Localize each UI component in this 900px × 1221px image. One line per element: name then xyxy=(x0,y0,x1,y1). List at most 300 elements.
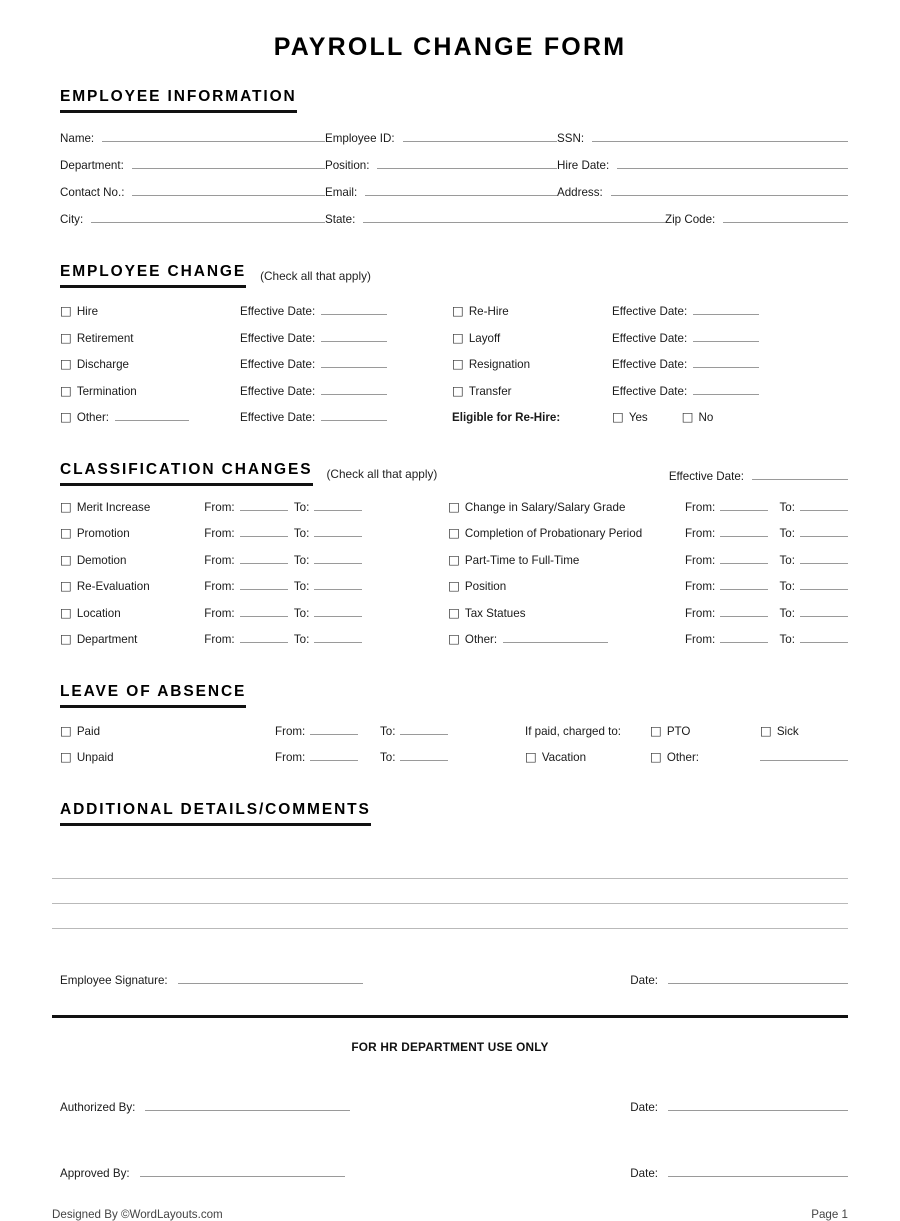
section-heading-classification-changes: CLASSIFICATION CHANGES xyxy=(60,461,313,486)
approved-by-row xyxy=(0,1164,900,1180)
checkbox-icon[interactable]: □ xyxy=(60,578,72,593)
label-layoff: Layoff xyxy=(468,331,501,345)
label-effective-date: Effective Date: xyxy=(240,384,316,398)
label-to: To: xyxy=(380,751,396,764)
field-resignation-effective-date[interactable] xyxy=(612,355,848,371)
field-hire-date[interactable] xyxy=(557,156,848,172)
field-paid-from[interactable] xyxy=(275,722,380,738)
label-classification-effective-date: Effective Date: xyxy=(668,469,744,483)
label-other-classification: Other: xyxy=(464,633,498,646)
page-footer xyxy=(0,1208,900,1221)
label-to: To: xyxy=(779,580,795,593)
input-re-evaluation-from[interactable] xyxy=(240,577,288,590)
checkbox-icon[interactable]: □ xyxy=(60,551,72,567)
label-effective-date: Effective Date: xyxy=(612,305,688,318)
employee-change-fields xyxy=(0,302,900,435)
label-demotion: Demotion xyxy=(76,553,127,567)
label-promotion: Promotion xyxy=(76,527,130,540)
input-approved-by[interactable] xyxy=(140,1164,345,1177)
input-unpaid-from[interactable] xyxy=(310,748,358,761)
input-paid-from[interactable] xyxy=(310,722,358,735)
field-address[interactable] xyxy=(557,183,848,199)
footer-page-number: Page 1 xyxy=(811,1207,848,1221)
field-completion-probationary-from[interactable] xyxy=(685,524,780,540)
field-approved-by[interactable] xyxy=(60,1164,345,1180)
label-approved-by: Approved By: xyxy=(60,1166,130,1180)
label-sick: Sick xyxy=(776,724,799,738)
employee-change-row-5 xyxy=(60,408,848,435)
input-completion-probationary-to[interactable] xyxy=(800,524,848,537)
label-pto: PTO xyxy=(666,724,691,738)
input-classification-effective-date[interactable] xyxy=(752,467,848,480)
label-other-change: Other: xyxy=(76,411,110,424)
label-from: From: xyxy=(204,633,235,646)
input-authorized-by[interactable] xyxy=(145,1098,350,1111)
input-termination-effective-date[interactable] xyxy=(321,382,387,395)
authorized-by-row xyxy=(0,1098,900,1114)
field-retirement-effective-date[interactable] xyxy=(240,329,452,345)
label-if-paid-charged-to-wrap xyxy=(525,725,650,738)
checkbox-icon[interactable]: □ xyxy=(60,722,72,738)
label-from: From: xyxy=(684,553,716,567)
checkbox-discharge[interactable] xyxy=(60,358,240,371)
input-retirement-effective-date[interactable] xyxy=(321,329,387,342)
checkbox-paid[interactable] xyxy=(60,722,275,738)
checkbox-eligible-no[interactable] xyxy=(682,411,714,424)
input-department-to[interactable] xyxy=(314,630,362,643)
footer-designed-by: Designed By ©WordLayouts.com xyxy=(52,1207,223,1221)
input-demotion-to[interactable] xyxy=(314,551,362,564)
field-department-from[interactable] xyxy=(204,630,294,646)
label-merit-increase: Merit Increase xyxy=(76,500,151,514)
label-position: Position: xyxy=(325,159,370,172)
checkbox-icon[interactable]: □ xyxy=(448,604,460,620)
checkbox-demotion[interactable] xyxy=(60,551,204,567)
comment-line[interactable] xyxy=(52,904,848,929)
input-department-from[interactable] xyxy=(240,630,288,643)
field-merit-increase-from[interactable] xyxy=(204,498,294,514)
checkbox-icon[interactable]: □ xyxy=(60,604,72,620)
input-discharge-effective-date[interactable] xyxy=(321,355,387,368)
input-other-classification[interactable] xyxy=(503,630,608,643)
field-authorized-date[interactable] xyxy=(630,1098,848,1114)
checkbox-icon[interactable]: □ xyxy=(681,409,694,424)
label-discharge: Discharge xyxy=(76,358,130,371)
input-department[interactable] xyxy=(132,156,325,169)
field-position-to[interactable] xyxy=(780,577,848,593)
field-merit-increase-to[interactable] xyxy=(294,498,448,514)
label-effective-date: Effective Date: xyxy=(240,411,316,424)
employee-info-row-2 xyxy=(60,156,848,183)
field-other-effective-date[interactable] xyxy=(240,408,452,424)
employee-information-fields xyxy=(0,129,900,237)
checkbox-eligible-yes[interactable] xyxy=(612,411,648,424)
input-other-classification-to[interactable] xyxy=(800,630,848,643)
field-other-classification-from[interactable] xyxy=(685,630,780,646)
label-paid: Paid xyxy=(76,724,101,738)
employee-signature-row xyxy=(0,971,900,987)
input-city[interactable] xyxy=(91,210,325,223)
label-eligible-yes: Yes xyxy=(628,411,648,424)
label-department: Department: xyxy=(60,159,124,172)
field-paid-to[interactable] xyxy=(380,722,525,738)
label-to: To: xyxy=(779,553,795,567)
label-to: To: xyxy=(293,527,310,540)
checkbox-icon[interactable]: □ xyxy=(452,382,464,398)
field-other-leave-input[interactable] xyxy=(760,748,848,761)
input-position-from[interactable] xyxy=(720,577,768,590)
input-re-hire-effective-date[interactable] xyxy=(693,302,759,315)
checkbox-icon[interactable]: □ xyxy=(448,631,460,646)
classification-changes-note: (Check all that apply) xyxy=(326,466,438,481)
checkbox-icon[interactable]: □ xyxy=(448,525,460,540)
label-hire: Hire xyxy=(76,305,99,318)
field-department-to[interactable] xyxy=(294,630,448,646)
label-to: To: xyxy=(293,580,310,593)
input-zip-code[interactable] xyxy=(723,210,848,223)
label-effective-date: Effective Date: xyxy=(612,358,688,371)
checkbox-other-classification[interactable] xyxy=(448,630,685,646)
input-email[interactable] xyxy=(365,183,557,196)
label-from: From: xyxy=(684,633,716,646)
label-state: State: xyxy=(325,213,356,226)
input-part-time-from[interactable] xyxy=(720,551,768,564)
field-classification-effective-date[interactable] xyxy=(669,467,848,486)
field-other-classification-to[interactable] xyxy=(780,630,848,646)
comment-line[interactable] xyxy=(52,854,848,879)
input-paid-to[interactable] xyxy=(400,722,448,735)
input-state[interactable] xyxy=(363,210,665,223)
label-from: From: xyxy=(275,751,306,764)
field-ssn[interactable] xyxy=(557,129,848,145)
checkbox-re-hire[interactable] xyxy=(452,305,612,318)
checkbox-icon[interactable]: □ xyxy=(448,551,460,567)
label-to: To: xyxy=(293,606,310,620)
label-from: From: xyxy=(204,500,235,514)
input-change-in-salary-from[interactable] xyxy=(720,498,768,511)
checkbox-part-time-to-full-time[interactable] xyxy=(448,551,685,567)
checkbox-resignation[interactable] xyxy=(452,358,612,371)
label-completion-probationary: Completion of Probationary Period xyxy=(464,527,643,540)
checkbox-icon[interactable]: □ xyxy=(525,749,537,764)
label-if-paid-charged-to: If paid, charged to: xyxy=(525,724,622,738)
label-effective-date: Effective Date: xyxy=(240,305,316,318)
field-unpaid-from[interactable] xyxy=(275,748,380,764)
field-city[interactable] xyxy=(60,210,325,226)
checkbox-icon[interactable]: □ xyxy=(452,329,464,345)
field-position-from[interactable] xyxy=(685,577,780,593)
checkbox-other-change[interactable] xyxy=(60,408,240,424)
input-employee-signature-date[interactable] xyxy=(668,971,848,984)
label-authorized-by: Authorized By: xyxy=(60,1100,136,1114)
checkbox-hire[interactable] xyxy=(60,305,240,318)
input-tax-statues-to[interactable] xyxy=(800,604,848,617)
field-contact-no[interactable] xyxy=(60,183,325,199)
checkbox-icon[interactable]: □ xyxy=(650,722,662,738)
input-demotion-from[interactable] xyxy=(240,551,288,564)
label-eligible-no: No xyxy=(698,411,714,424)
classification-row-4 xyxy=(60,577,848,604)
eligible-for-re-hire-group xyxy=(452,411,612,424)
label-from: From: xyxy=(684,500,716,514)
additional-details-lines xyxy=(0,854,900,929)
label-address: Address: xyxy=(557,186,603,199)
employee-change-row-3 xyxy=(60,355,848,382)
field-department[interactable] xyxy=(60,156,325,172)
label-name: Name: xyxy=(60,132,95,145)
label-date: Date: xyxy=(630,1100,658,1114)
input-layoff-effective-date[interactable] xyxy=(693,329,759,342)
checkbox-tax-statues[interactable] xyxy=(448,604,685,620)
checkbox-completion-probationary[interactable] xyxy=(448,527,685,540)
checkbox-icon[interactable]: □ xyxy=(60,409,72,424)
input-hire-effective-date[interactable] xyxy=(321,302,387,315)
checkbox-unpaid[interactable] xyxy=(60,751,275,764)
classification-row-6 xyxy=(60,630,848,657)
checkbox-termination[interactable] xyxy=(60,382,240,398)
checkbox-icon[interactable]: □ xyxy=(650,749,662,764)
input-transfer-effective-date[interactable] xyxy=(693,382,759,395)
label-to: To: xyxy=(779,500,795,514)
employee-change-note: (Check all that apply) xyxy=(260,269,371,283)
field-transfer-effective-date[interactable] xyxy=(612,382,848,398)
checkbox-icon[interactable]: □ xyxy=(60,525,72,540)
field-part-time-from[interactable] xyxy=(685,551,780,567)
checkbox-icon[interactable]: □ xyxy=(60,498,72,514)
checkbox-icon[interactable]: □ xyxy=(452,356,464,371)
input-approved-date[interactable] xyxy=(668,1164,848,1177)
input-resignation-effective-date[interactable] xyxy=(693,355,759,368)
label-position-classification: Position xyxy=(464,580,507,593)
label-employee-signature: Employee Signature: xyxy=(60,973,168,987)
input-unpaid-to[interactable] xyxy=(400,748,448,761)
field-re-hire-effective-date[interactable] xyxy=(612,302,848,318)
input-position[interactable] xyxy=(377,156,557,169)
checkbox-icon[interactable]: □ xyxy=(60,382,72,398)
employee-change-row-1 xyxy=(60,302,848,329)
field-discharge-effective-date[interactable] xyxy=(240,355,452,371)
checkbox-merit-increase[interactable] xyxy=(60,498,204,514)
checkbox-location[interactable] xyxy=(60,604,204,620)
field-promotion-from[interactable] xyxy=(204,524,294,540)
label-to: To: xyxy=(779,633,795,646)
input-merit-increase-from[interactable] xyxy=(240,498,288,511)
field-re-evaluation-to[interactable] xyxy=(294,577,448,593)
label-other-leave: Other: xyxy=(666,751,700,764)
label-from: From: xyxy=(204,527,235,540)
checkbox-department-classification[interactable] xyxy=(60,633,204,646)
input-merit-increase-to[interactable] xyxy=(314,498,362,511)
label-re-evaluation: Re-Evaluation xyxy=(76,580,150,593)
input-part-time-to[interactable] xyxy=(800,551,848,564)
label-vacation: Vacation xyxy=(541,751,587,764)
eligible-options xyxy=(612,411,848,424)
classification-row-3 xyxy=(60,551,848,578)
input-other-leave[interactable] xyxy=(760,748,848,761)
field-email[interactable] xyxy=(325,183,557,199)
label-hire-date: Hire Date: xyxy=(557,159,610,172)
input-employee-id[interactable] xyxy=(403,129,557,142)
label-effective-date: Effective Date: xyxy=(240,331,316,345)
field-location-to[interactable] xyxy=(294,604,448,620)
input-name[interactable] xyxy=(102,129,325,142)
input-promotion-to[interactable] xyxy=(314,524,362,537)
input-position-to[interactable] xyxy=(800,577,848,590)
label-from: From: xyxy=(684,606,716,620)
field-employee-signature[interactable] xyxy=(60,971,363,987)
field-employee-id[interactable] xyxy=(325,129,557,145)
label-zip-code: Zip Code: xyxy=(665,213,716,226)
checkbox-icon[interactable]: □ xyxy=(60,749,72,764)
section-heading-employee-information: EMPLOYEE INFORMATION xyxy=(60,88,297,113)
label-resignation: Resignation xyxy=(468,358,531,371)
field-termination-effective-date[interactable] xyxy=(240,382,452,398)
field-completion-probationary-to[interactable] xyxy=(780,524,848,540)
input-other-change[interactable] xyxy=(115,408,189,421)
label-to: To: xyxy=(293,500,310,514)
label-eligible-for-re-hire: Eligible for Re-Hire: xyxy=(452,411,561,424)
label-termination: Termination xyxy=(76,384,137,398)
leave-row-unpaid xyxy=(60,748,848,775)
input-change-in-salary-to[interactable] xyxy=(800,498,848,511)
field-authorized-by[interactable] xyxy=(60,1098,350,1114)
leave-row-paid xyxy=(60,722,848,749)
input-hire-date[interactable] xyxy=(617,156,848,169)
label-contact-no: Contact No.: xyxy=(60,186,125,199)
field-layoff-effective-date[interactable] xyxy=(612,329,848,345)
classification-row-2 xyxy=(60,524,848,551)
input-other-classification-from[interactable] xyxy=(720,630,768,643)
employee-info-row-3 xyxy=(60,183,848,210)
input-completion-probationary-from[interactable] xyxy=(720,524,768,537)
field-hire-effective-date[interactable] xyxy=(240,302,452,318)
section-employee-information-header xyxy=(0,88,900,113)
checkbox-icon[interactable]: □ xyxy=(60,631,72,646)
label-transfer: Transfer xyxy=(468,384,512,398)
label-re-hire: Re-Hire xyxy=(468,305,509,318)
field-promotion-to[interactable] xyxy=(294,524,448,540)
label-to: To: xyxy=(380,724,396,738)
checkbox-promotion[interactable] xyxy=(60,527,204,540)
employee-change-row-4 xyxy=(60,382,848,409)
checkbox-icon[interactable]: □ xyxy=(760,722,772,738)
label-effective-date: Effective Date: xyxy=(612,384,688,398)
field-location-from[interactable] xyxy=(204,604,294,620)
label-from: From: xyxy=(204,580,235,593)
employee-change-row-2 xyxy=(60,329,848,356)
field-employee-signature-date[interactable] xyxy=(630,971,848,987)
label-to: To: xyxy=(293,633,310,646)
checkbox-sick[interactable] xyxy=(760,722,848,738)
checkbox-change-in-salary[interactable] xyxy=(448,498,685,514)
section-heading-leave-of-absence: LEAVE OF ABSENCE xyxy=(60,683,246,708)
label-from: From: xyxy=(204,553,235,567)
label-employee-id: Employee ID: xyxy=(325,132,395,145)
checkbox-retirement[interactable] xyxy=(60,329,240,345)
leave-of-absence-fields xyxy=(0,722,900,775)
classification-row-1 xyxy=(60,498,848,525)
employee-info-row-1 xyxy=(60,129,848,156)
input-other-effective-date[interactable] xyxy=(321,408,387,421)
input-promotion-from[interactable] xyxy=(240,524,288,537)
label-tax-statues: Tax Statues xyxy=(464,606,526,620)
checkbox-transfer[interactable] xyxy=(452,382,612,398)
section-leave-of-absence-header xyxy=(0,683,900,708)
field-change-in-salary-to[interactable] xyxy=(780,498,848,514)
input-ssn[interactable] xyxy=(592,129,848,142)
checkbox-re-evaluation[interactable] xyxy=(60,580,204,593)
field-zip-code[interactable] xyxy=(665,210,848,226)
field-demotion-from[interactable] xyxy=(204,551,294,567)
label-from: From: xyxy=(204,606,235,620)
checkbox-icon[interactable]: □ xyxy=(60,329,72,345)
input-contact-no[interactable] xyxy=(132,183,325,196)
checkbox-icon[interactable]: □ xyxy=(448,498,460,514)
field-change-in-salary-from[interactable] xyxy=(685,498,780,514)
hr-use-only-title: FOR HR DEPARTMENT USE ONLY xyxy=(351,1039,549,1054)
checkbox-layoff[interactable] xyxy=(452,329,612,345)
label-city: City: xyxy=(60,213,84,226)
page-title: PAYROLL CHANGE FORM xyxy=(273,33,627,61)
input-employee-signature[interactable] xyxy=(178,971,363,984)
field-name[interactable] xyxy=(60,129,325,145)
input-location-to[interactable] xyxy=(314,604,362,617)
section-divider xyxy=(52,1015,848,1018)
checkbox-icon[interactable]: □ xyxy=(612,409,624,424)
label-email: Email: xyxy=(325,186,358,199)
field-tax-statues-from[interactable] xyxy=(685,604,780,620)
field-demotion-to[interactable] xyxy=(294,551,448,567)
input-tax-statues-from[interactable] xyxy=(720,604,768,617)
section-heading-employee-change: EMPLOYEE CHANGE xyxy=(60,263,246,288)
label-effective-date: Effective Date: xyxy=(240,358,316,371)
input-address[interactable] xyxy=(611,183,848,196)
classification-row-5 xyxy=(60,604,848,631)
label-date: Date: xyxy=(630,1166,658,1180)
label-from: From: xyxy=(684,527,716,540)
field-part-time-to[interactable] xyxy=(780,551,848,567)
label-part-time-to-full-time: Part-Time to Full-Time xyxy=(464,553,580,567)
field-tax-statues-to[interactable] xyxy=(780,604,848,620)
checkbox-position-classification[interactable] xyxy=(448,580,685,593)
checkbox-icon[interactable]: □ xyxy=(448,578,460,593)
label-unpaid: Unpaid xyxy=(76,751,114,764)
classification-changes-fields xyxy=(0,498,900,657)
checkbox-vacation[interactable] xyxy=(525,751,650,764)
input-authorized-date[interactable] xyxy=(668,1098,848,1111)
label-location: Location xyxy=(76,606,121,620)
label-from: From: xyxy=(275,724,306,738)
checkbox-pto[interactable] xyxy=(650,722,760,738)
field-unpaid-to[interactable] xyxy=(380,748,525,764)
section-heading-additional-details: ADDITIONAL DETAILS/COMMENTS xyxy=(60,801,371,826)
section-classification-changes-header xyxy=(0,461,900,486)
checkbox-other-leave[interactable] xyxy=(650,751,760,764)
checkbox-icon[interactable]: □ xyxy=(60,303,72,318)
checkbox-icon[interactable]: □ xyxy=(452,303,464,318)
field-position[interactable] xyxy=(325,156,557,172)
input-re-evaluation-to[interactable] xyxy=(314,577,362,590)
label-ssn: SSN: xyxy=(557,132,585,145)
comment-line[interactable] xyxy=(52,879,848,904)
label-from: From: xyxy=(684,580,716,593)
field-re-evaluation-from[interactable] xyxy=(204,577,294,593)
field-approved-date[interactable] xyxy=(630,1164,848,1180)
input-location-from[interactable] xyxy=(240,604,288,617)
field-state[interactable] xyxy=(325,210,665,226)
label-to: To: xyxy=(293,553,310,567)
checkbox-icon[interactable]: □ xyxy=(60,356,72,371)
